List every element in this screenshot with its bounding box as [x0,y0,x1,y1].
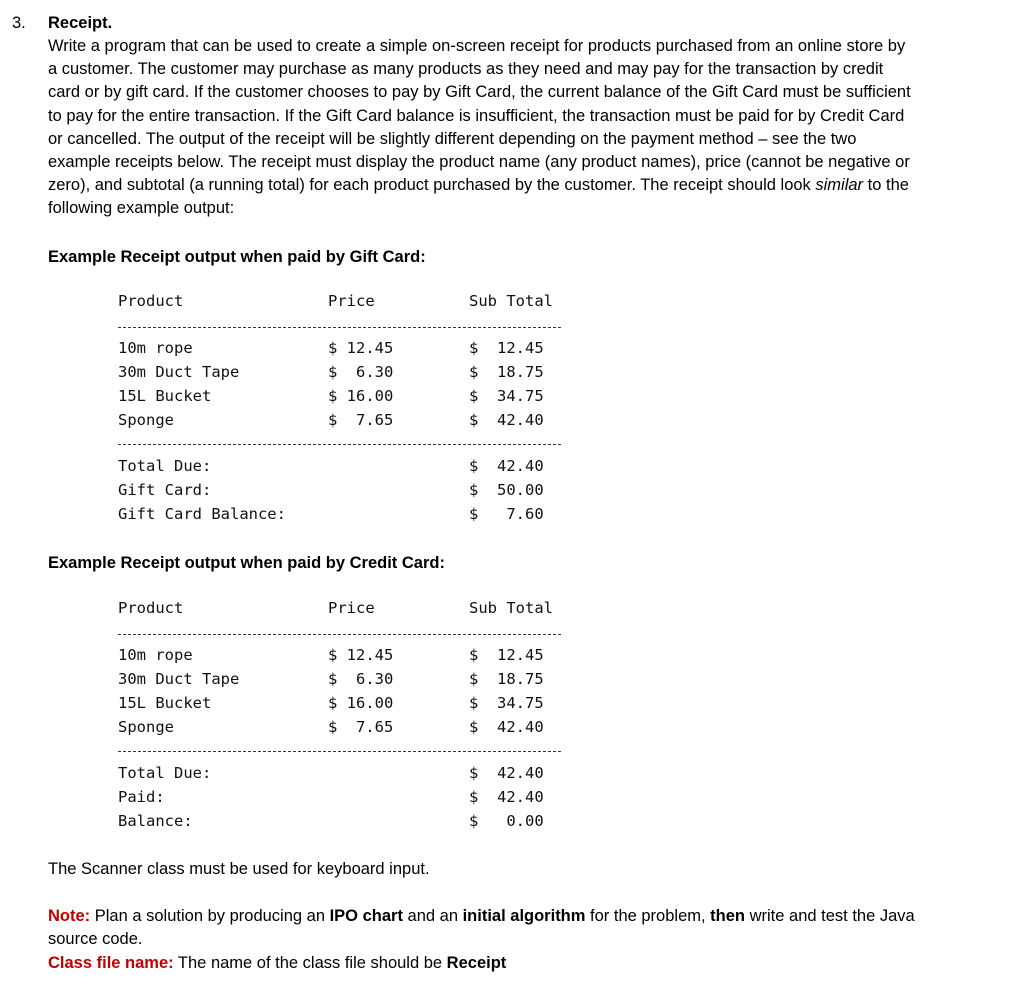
gift-balance-value: $ 7.60 [469,505,544,523]
gift-row-subtotal: $ 42.40 [469,411,544,429]
description-line-end: to the [863,176,909,195]
credit-row-product: 10m rope [118,646,193,664]
gift-row-subtotal: $ 12.45 [469,339,544,357]
note-ipo-chart: IPO chart [329,907,403,925]
credit-row-price: $ 16.00 [328,694,394,712]
credit-row-product: 15L Bucket [118,694,212,712]
gift-row-product: 10m rope [118,339,193,357]
classfile-text: The name of the class file should be [173,954,447,972]
planning-note [48,905,915,928]
gift-header-price: Price [328,292,375,310]
gift-total-due-value: $ 42.40 [469,457,544,475]
credit-paid-value: $ 42.40 [469,788,544,806]
credit-total-due-value: $ 42.40 [469,764,544,782]
credit-row-price: $ 6.30 [328,670,394,688]
credit-row-price: $ 12.45 [328,646,394,664]
gift-row-price: $ 6.30 [328,363,394,381]
description-line: or cancelled. The output of the receipt will be slightly different depending on the payment method – see the two [48,129,857,148]
description-line: following example output: [48,199,235,218]
note-text: write and test the Java [745,907,915,925]
credit-balance-label: Balance: [118,812,193,830]
scanner-note: The Scanner class must be used for keyboard input. [48,860,430,878]
gift-row-price: $ 7.65 [328,411,394,429]
emphasis-similar: similar [815,176,864,195]
credit-row-subtotal: $ 12.45 [469,646,544,664]
note-text: Plan a solution by producing an [90,907,330,925]
gift-divider-bottom [118,444,561,445]
credit-row-product: 30m Duct Tape [118,670,240,688]
gift-divider-top [118,327,561,328]
gift-card-value: $ 50.00 [469,481,544,499]
description-line: a customer. The customer may purchase as many products as they need and may pay for the transaction by credit [48,60,884,79]
credit-row-subtotal: $ 42.40 [469,718,544,736]
credit-row-price: $ 7.65 [328,718,394,736]
planning-note-line2: source code. [48,930,143,948]
description-line: zero), and subtotal (a running total) for each product purchased by the customer. The receipt should look [48,176,816,195]
description-line [48,174,998,197]
description-line: example receipts below. The receipt must display the product name (any product names), price (cannot be negative or [48,153,910,172]
credit-divider-top [118,634,561,635]
note-text: for the problem, [585,907,711,925]
gift-header-product: Product [118,292,184,310]
gift-row-subtotal: $ 18.75 [469,363,544,381]
gift-row-product: Sponge [118,411,174,429]
gift-example-heading: Example Receipt output when paid by Gift Card: [48,248,426,266]
credit-header-subtotal: Sub Total [469,599,553,617]
gift-row-product: 15L Bucket [118,387,212,405]
credit-example-heading: Example Receipt output when paid by Credit Card: [48,554,445,572]
gift-card-label: Gift Card: [118,481,212,499]
gift-row-subtotal: $ 34.75 [469,387,544,405]
credit-row-product: Sponge [118,718,174,736]
note-text: and an [402,907,463,925]
credit-total-due-label: Total Due: [118,764,212,782]
question-description [48,35,998,221]
question-number: 3. [12,14,26,32]
gift-row-product: 30m Duct Tape [118,363,240,381]
gift-total-due-label: Total Due: [118,457,212,475]
note-then: then [710,907,746,925]
credit-header-product: Product [118,599,184,617]
description-line: Write a program that can be used to create a simple on-screen receipt for products purchased from an online store by [48,37,906,55]
credit-divider-bottom [118,751,561,752]
note-label: Note: [48,907,91,925]
credit-balance-value: $ 0.00 [469,812,544,830]
description-line: to pay for the entire transaction. If the Gift Card balance is insufficient, the transaction must be paid for by Credit Card [48,106,905,125]
gift-row-price: $ 12.45 [328,339,394,357]
classfile-label: Class file name: [48,954,174,972]
credit-row-subtotal: $ 34.75 [469,694,544,712]
note-initial-algorithm: initial algorithm [462,907,586,925]
gift-row-price: $ 16.00 [328,387,394,405]
question-title: Receipt. [48,14,113,32]
gift-balance-label: Gift Card Balance: [118,505,286,523]
gift-header-subtotal: Sub Total [469,292,553,310]
description-line: card or by gift card. If the customer chooses to pay by Gift Card, the current balance of the Gift Card must be sufficient [48,83,911,102]
classfile-name: Receipt [446,954,507,972]
credit-header-price: Price [328,599,375,617]
credit-row-subtotal: $ 18.75 [469,670,544,688]
classfile-note [48,952,506,975]
credit-paid-label: Paid: [118,788,165,806]
